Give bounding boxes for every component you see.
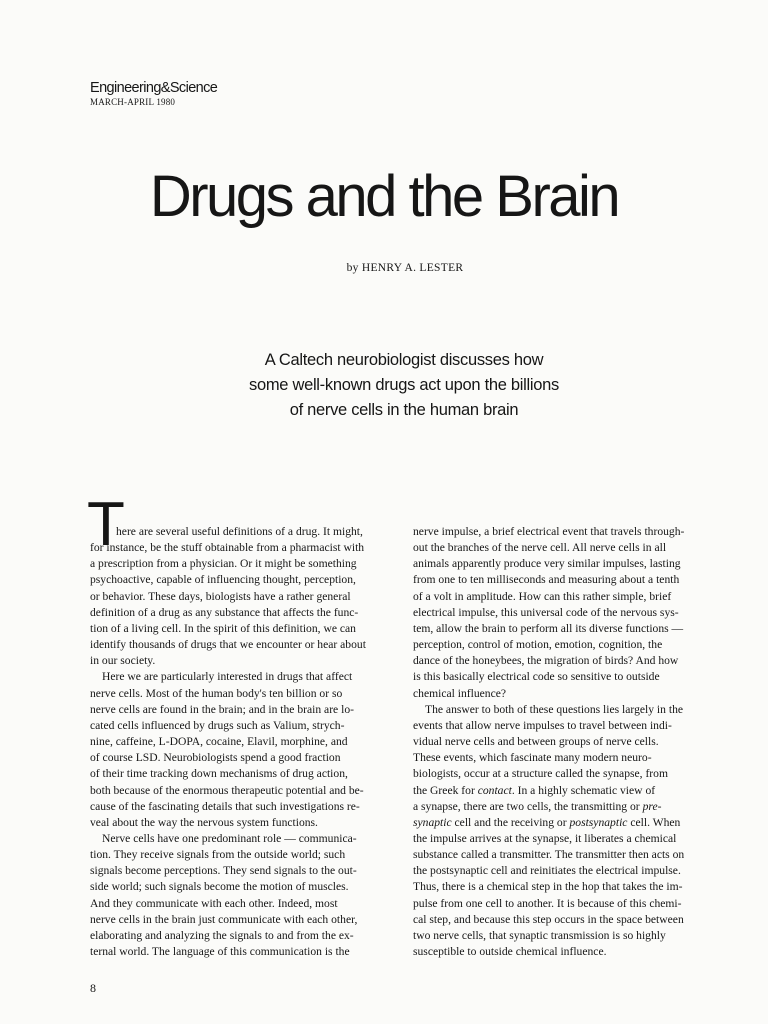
text-line: cause of the fascinating details that such investigations re- — [90, 799, 360, 813]
text-line: of their time tracking down mechanisms of drug action, — [90, 767, 348, 781]
text-line: biologists, occur at a structure called the synapse, from — [413, 767, 668, 781]
text-line: nerve cells. Most of the human body's ten billion or so — [90, 686, 343, 700]
deck-line: some well-known drugs act upon the billions — [249, 376, 559, 394]
text-line: tion. They receive signals from the outside world; such — [90, 848, 346, 862]
text-line: And they communicate with each other. Indeed, most — [90, 896, 338, 910]
text-line: Nerve cells have one predominant role — communica- — [102, 831, 357, 845]
text-line: the Greek for contact. In a highly schematic view of — [413, 783, 656, 797]
text-line: perception, control of motion, emotion, cognition, the — [413, 638, 663, 652]
paragraph — [413, 524, 721, 702]
text-line: for instance, be the stuff obtainable from a pharmacist with — [90, 541, 365, 555]
text-line: Here we are particularly interested in drugs that affect — [102, 670, 353, 684]
text-line: cated cells influenced by drugs such as Valium, strych- — [90, 718, 345, 732]
text-line: pulse from one cell to another. It is because of this chemi- — [413, 896, 682, 910]
text-line: events that allow nerve impulses to travel between indi- — [413, 718, 672, 732]
left-column — [87, 490, 408, 960]
text-line: side world; such signals become the motion of muscles. — [90, 880, 349, 894]
text-line: a prescription from a physician. Or it might be something — [90, 557, 357, 571]
byline: by HENRY A. LESTER — [346, 262, 464, 274]
magazine-name: Engineering&Science — [90, 80, 218, 96]
paragraph — [413, 702, 721, 961]
text-line: ternal world. The language of this communication is the — [90, 945, 350, 959]
text-line: both because of the enormous therapeutic potential and be- — [90, 783, 364, 797]
right-column-body — [413, 524, 721, 960]
text-line: synaptic cell and the receiving or postsynaptic cell. When — [413, 815, 681, 829]
text-line: veal about the way the nervous system functions. — [90, 815, 318, 829]
drop-cap: T — [87, 490, 125, 559]
text-line: animals apparently produce very similar impulses, lasting — [413, 557, 681, 571]
text-line: nine, caffeine, L-DOPA, cocaine, Elavil, morphine, and — [90, 735, 348, 749]
text-line: in our society. — [90, 654, 156, 668]
text-line: tem, allow the brain to perform all its diverse functions — — [413, 621, 684, 635]
text-line: substance called a transmitter. The transmitter then acts on — [413, 848, 685, 862]
text-line: nerve cells in the brain just communicate with each other, — [90, 912, 358, 926]
text-line: chemical influence? — [413, 686, 507, 700]
text-line: electrical impulse, this universal code of the nervous sys- — [413, 605, 679, 619]
text-line: a synapse, there are two cells, the transmitting or pre- — [413, 799, 662, 813]
paragraph — [90, 524, 408, 669]
text-line: dance of the honeybees, the migration of birds? And how — [413, 654, 679, 668]
text-line: or behavior. These days, biologists have a rather general — [90, 589, 351, 603]
text-line: vidual nerve cells and between groups of nerve cells. — [413, 735, 659, 749]
right-column — [413, 524, 721, 960]
text-line: here are several useful definitions of a drug. It might, — [116, 525, 363, 538]
article-title: Drugs and the Brain — [149, 164, 619, 229]
text-line: The answer to both of these questions lies largely in the — [425, 702, 684, 716]
deck-line: of nerve cells in the human brain — [289, 401, 519, 419]
article-deck — [0, 348, 768, 423]
left-column-body — [90, 524, 408, 960]
text-line: These events, which fascinate many modern neuro- — [413, 751, 652, 765]
paragraph — [90, 831, 408, 960]
text-line: nerve cells are found in the brain; and in the brain are lo- — [90, 702, 354, 716]
deck-line: A Caltech neurobiologist discusses how — [264, 351, 544, 369]
text-line: is this basically electrical code so sensitive to outside — [413, 670, 660, 684]
text-line: elaborating and analyzing the signals to and from the ex- — [90, 928, 354, 942]
text-line: from one to ten milliseconds and measuring about a tenth — [413, 573, 680, 587]
text-line: out the branches of the nerve cell. All nerve cells in all — [413, 541, 667, 555]
text-line: susceptible to outside chemical influence. — [413, 945, 607, 959]
issue-date: MARCH-APRIL 1980 — [90, 97, 176, 107]
text-line: signals become perceptions. They send signals to the out- — [90, 864, 357, 878]
text-line: two nerve cells, that synaptic transmission is so highly — [413, 928, 666, 942]
text-line: tion of a living cell. In the spirit of this definition, we can — [90, 621, 356, 635]
text-line: the postsynaptic cell and reinitiates the electrical impulse. — [413, 864, 681, 878]
text-line: the impulse arrives at the synapse, it liberates a chemical — [413, 831, 677, 845]
text-line: definition of a drug as any substance that affects the func- — [90, 605, 359, 619]
text-line: nerve impulse, a brief electrical event that travels through- — [413, 525, 685, 538]
text-line: Thus, there is a chemical step in the hop that takes the im- — [413, 880, 683, 894]
page-number: 8 — [90, 981, 96, 995]
text-line: of a volt in amplitude. How can this rather simple, brief — [413, 589, 672, 603]
text-line: identify thousands of drugs that we encounter or hear about — [90, 638, 366, 652]
masthead — [90, 80, 217, 108]
text-line: cal step, and because this step occurs in the space between — [413, 912, 684, 926]
paragraph — [90, 669, 408, 831]
text-line: psychoactive, capable of influencing thought, perception, — [90, 573, 356, 587]
text-line: of course LSD. Neurobiologists spend a good fraction — [90, 751, 341, 765]
